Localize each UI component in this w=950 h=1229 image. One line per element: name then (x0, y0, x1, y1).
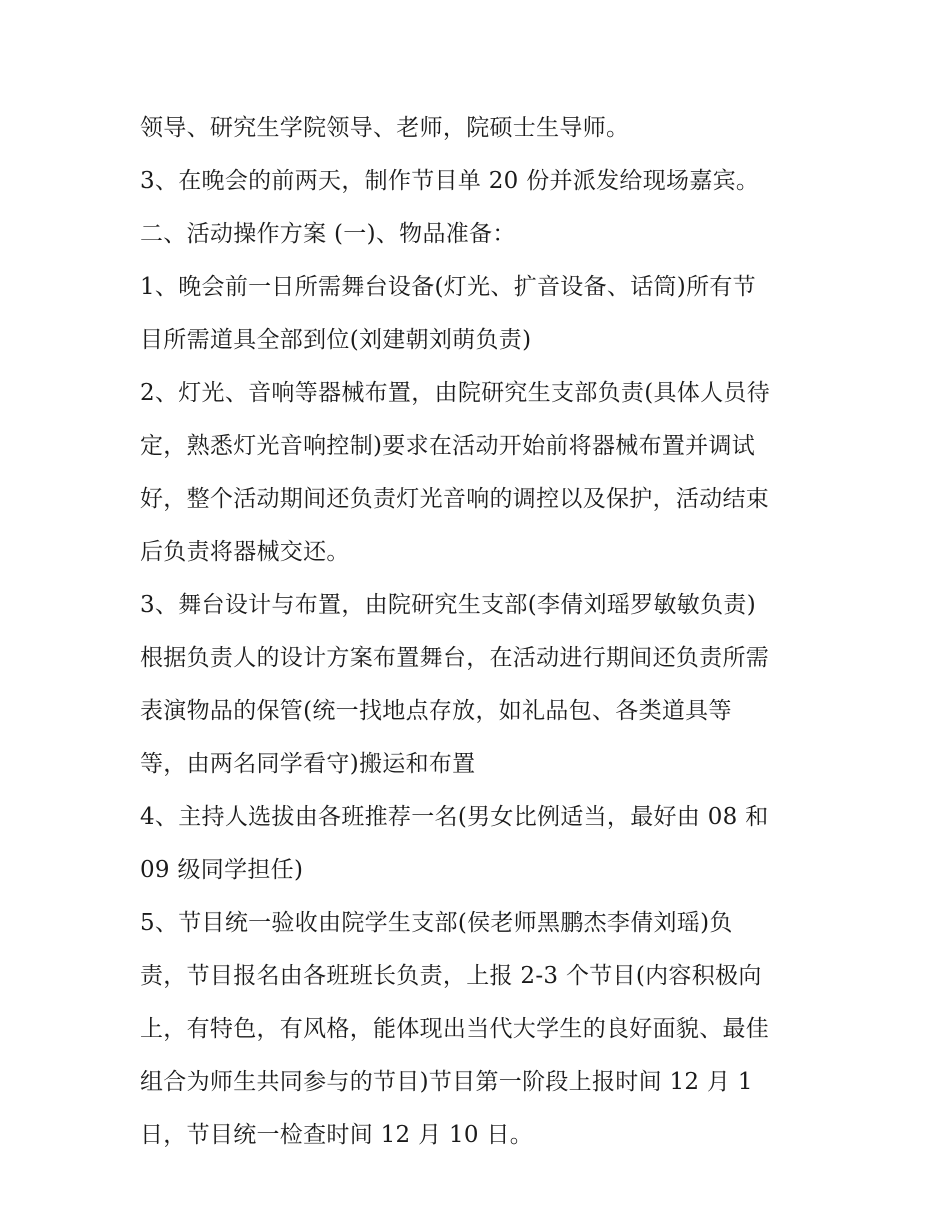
text-line: 5、节目统一验收由院学生支部(侯老师黑鹏杰李倩刘瑶)负 (140, 910, 733, 936)
text-line: 3、在晚会的前两天，制作节目单 20 份并派发给现场嘉宾。 (140, 168, 760, 194)
text-line: 领导、研究生学院领导、老师，院硕士生导师。 (140, 115, 630, 141)
text-line: 等，由两名同学看守)搬运和布置 (140, 751, 476, 777)
text-line: 上，有特色，有风格，能体现出当代大学生的良好面貌、最佳 (140, 1016, 770, 1042)
section-heading: 二、活动操作方案 (一)、物品准备： (140, 221, 516, 247)
text-line: 定，熟悉灯光音响控制)要求在活动开始前将器械布置并调试 (140, 433, 756, 459)
text-line: 目所需道具全部到位(刘建朝刘萌负责) (140, 327, 532, 353)
text-line: 表演物品的保管(统一找地点存放，如礼品包、各类道具等 (140, 698, 732, 724)
text-line: 2、灯光、音响等器械布置，由院研究生支部负责(具体人员待 (140, 380, 771, 406)
text-line: 责，节目报名由各班班长负责，上报 2-3 个节目(内容积极向 (140, 963, 762, 989)
text-line: 4、主持人选拔由各班推荐一名(男女比例适当，最好由 08 和 (140, 804, 769, 830)
text-line: 根据负责人的设计方案布置舞台，在活动进行期间还负责所需 (140, 645, 770, 671)
text-line: 1、晚会前一日所需舞台设备(灯光、扩音设备、话筒)所有节 (140, 274, 756, 300)
text-line: 后负责将器械交还。 (140, 539, 350, 565)
text-line: 组合为师生共同参与的节目)节目第一阶段上报时间 12 月 1 (140, 1069, 753, 1095)
text-line: 09 级同学担任) (140, 857, 304, 883)
text-line: 3、舞台设计与布置，由院研究生支部(李倩刘瑶罗敏敏负责) (140, 592, 756, 618)
text-line: 日，节目统一检查时间 12 月 10 日。 (140, 1122, 534, 1148)
text-line: 好，整个活动期间还负责灯光音响的调控以及保护，活动结束 (140, 486, 770, 512)
